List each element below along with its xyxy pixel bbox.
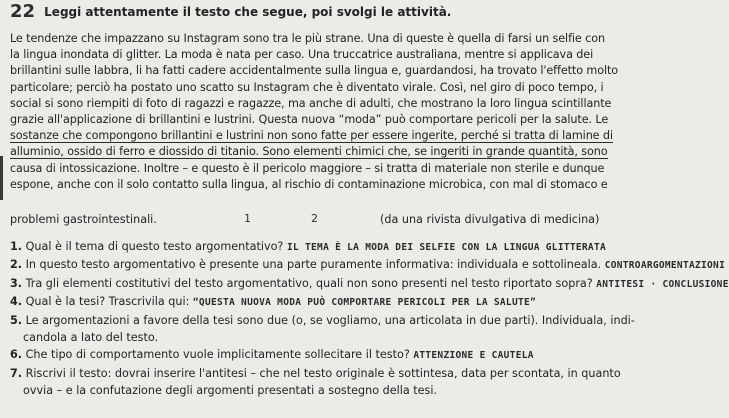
text-line: grazie all'applicazione di brillantini e lustrini. Questa nuova “moda” può comportare pericoli per la salute. Le (10, 113, 609, 127)
text-line: espone, anche con il solo contatto sulla lingua, al rischio di contaminazione microbica, con mal di stomaco e (10, 177, 608, 191)
exercise-header (10, 1, 451, 22)
source-citation: (da una rivista divulgativa di medicina) (380, 213, 600, 226)
question-item: 7. Riscrivi il testo: dovrai inserire l'antitesi – che nel testo originale è sottintesa, data per scontata, in quanto (10, 366, 621, 380)
question-item: 2. In questo testo argomentativo è presente una parte puramente informativa: individuala e sottolineala. CONTROARGOMENTAZIONI (10, 258, 726, 272)
text-line: social si sono riempiti di foto di ragazzi e ragazze, ma anche di adulti, che mostrano la loro lingua scintillante (10, 96, 612, 110)
source-left-text: problemi gastrointestinali. (10, 213, 157, 226)
text-line: Le tendenze che impazzano su Instagram sono tra le più strane. Una di queste è quella di farsi un selfie con (10, 32, 605, 45)
article-text (10, 31, 670, 193)
handwritten-answer: ATTENZIONE E CAUTELA (413, 350, 534, 362)
question-item: 4. Qual è la tesi? Trascrivila qui: “QUESTA NUOVA MODA PUÒ COMPORTARE PERICOLI PER LA SALUTE” (10, 295, 537, 309)
margin-mark-2: 2 (311, 212, 318, 225)
question-item: 3. Tra gli elementi costitutivi del testo argomentativo, quali non sono presenti nel testo riportato sopra? ANTITESI · CONCLUSIONE (10, 276, 729, 290)
exercise-number: 22 (10, 1, 36, 22)
text-line: la lingua inondata di glitter. La moda è nata per caso. Una truccatrice australiana, mentre si applicava dei (10, 48, 594, 62)
exercise-instructions: Leggi attentamente il testo che segue, poi svolgi le attività. (44, 5, 452, 19)
text-line: particolare; perciò ha postato uno scatto su Instagram che è diventato virale. Così, nel giro di poco tempo, i (10, 80, 604, 94)
question-item: 6. Che tipo di comportamento vuole implicitamente sollecitare il testo? ATTENZIONE E CAUTELA (10, 348, 534, 362)
text-line: causa di intossicazione. Inoltre – e questo è il pericolo maggiore – si tratta di materiale non sterile e dunque (10, 161, 605, 175)
handwritten-answer: CONTROARGOMENTAZIONI (604, 260, 726, 272)
question-item-continuation: candola a lato del testo. (23, 331, 159, 345)
handwritten-answer: IL TEMA È LA MODA DEI SELFIE CON LA LINGUA GLITTERATA (286, 242, 606, 253)
margin-bracket-mark (0, 156, 3, 200)
question-list (10, 238, 729, 400)
margin-mark-1: 1 (244, 212, 251, 225)
underlined-text-line: sostanze che compongono brillantini e lustrini non sono fatte per essere ingerite, perché si tratta di lamine di (10, 129, 613, 143)
handwritten-answer: ANTITESI · CONCLUSIONE (596, 278, 729, 290)
question-item: 5. Le argomentazioni a favore della tesi sono due (o, se vogliamo, una articolata in due parti). Individuala, indi- (10, 313, 635, 327)
question-item-continuation: ovvia – e la confutazione degli argomenti presentati a sostegno della tesi. (23, 384, 437, 398)
handwritten-answer: “QUESTA NUOVA MODA PUÒ COMPORTARE PERICOLI PER LA SALUTE” (192, 297, 537, 309)
underlined-text-line: alluminio, ossido di ferro e diossido di titanio. Sono elementi chimici che, se ingeriti in grande quantità, sono (10, 145, 608, 159)
question-item: 1. Qual è il tema di questo testo argomentativo? IL TEMA È LA MODA DEI SELFIE CON LA LINGUA GLITTERATA (10, 240, 606, 253)
text-line: brillantini sulle labbra, li ha fatti cadere accidentalmente sulla lingua e, guardandosi, ha trovato l'effetto molto (10, 64, 618, 78)
